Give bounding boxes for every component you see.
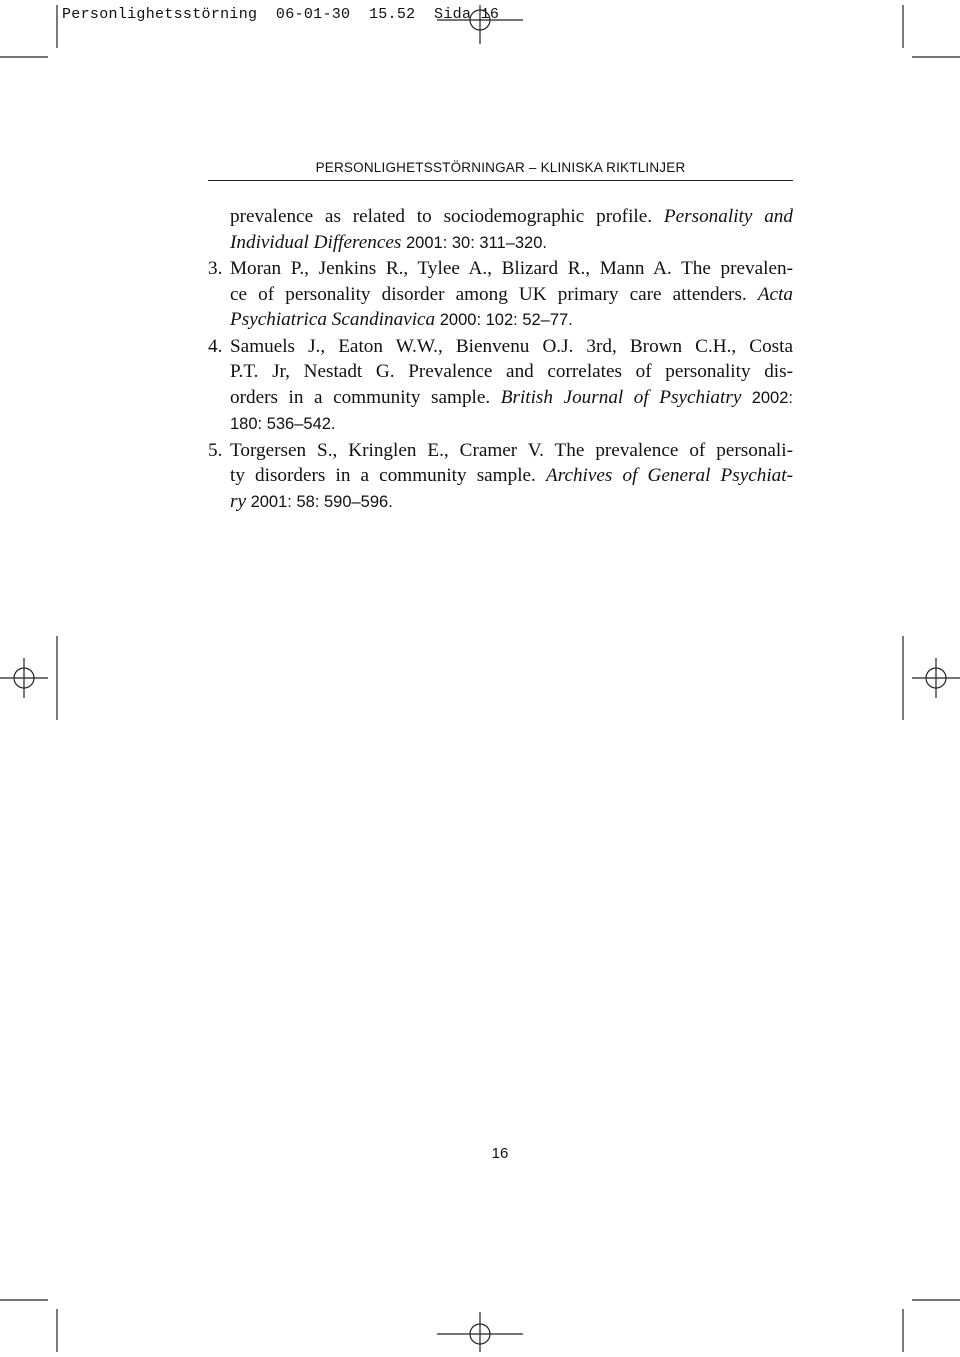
reference-citation: 2002: [741,388,793,407]
reference-item [208,204,793,256]
journal-title: Psychiatrica Scandinavica [230,309,436,330]
journal-title: Acta [757,283,793,305]
journal-title: Personality and [663,206,793,227]
journal-title: Archives of General Psychiat- [545,465,793,486]
reference-text: ty disorders in a community sample. [230,465,546,486]
reference-number: 3. [208,258,223,279]
reference-line [230,282,793,308]
registration-mark-top [437,5,523,44]
reference-citation: 2001: 58: 590–596. [245,492,393,511]
reference-line [230,307,793,334]
page-number: 16 [491,1145,509,1162]
reference-text: orders in a community sample. [230,386,501,408]
reference-line [230,385,793,412]
reference-number: 5. [208,439,223,461]
registration-mark-left [0,636,57,720]
print-slug: Personlighetsstörning 06-01-30 15.52 Sida 16 [62,6,500,23]
reference-item [208,256,793,334]
reference-citation: 2001: 30: 311–320. [401,233,547,252]
reference-item [208,334,793,438]
reference-line [230,230,793,257]
reference-line [230,438,793,464]
reference-item [208,438,793,516]
reference-line [230,334,793,360]
reference-line [230,489,793,516]
reference-citation: 2000: 102: 52–77. [435,311,573,329]
reference-citation: 180: 536–542. [230,415,336,433]
reference-line [230,256,793,282]
journal-title: ry [230,490,246,512]
reference-text: ce of personality disorder among UK primary care attenders. [230,283,758,305]
journal-title: British Journal of Psychiatry [500,386,742,408]
header-rule [208,180,793,181]
reference-text: prevalence as related to sociodemographic profile. [230,206,664,227]
reference-text: Moran P., Jenkins R., Tylee A., Blizard R., Mann A. The prevalen- [230,258,793,279]
journal-title: Individual Differences [230,231,402,253]
reference-text: Torgersen S., Kringlen E., Cramer V. The prevalence of personali- [230,439,793,461]
reference-line [230,359,793,385]
reference-line [230,411,793,438]
reference-text: Samuels J., Eaton W.W., Bienvenu O.J. 3rd, Brown C.H., Costa [230,335,793,357]
registration-mark-right [903,636,960,720]
running-head: PERSONLIGHETSSTÖRNINGAR – KLINISKA RIKTLINJER [315,160,686,175]
reference-text: P.T. Jr, Nestadt G. Prevalence and correlates of personality dis- [230,361,793,382]
reference-line [230,204,793,230]
reference-number: 4. [208,335,223,357]
reference-line [230,463,793,489]
registration-mark-bottom [437,1312,523,1352]
reference-list [208,204,793,515]
